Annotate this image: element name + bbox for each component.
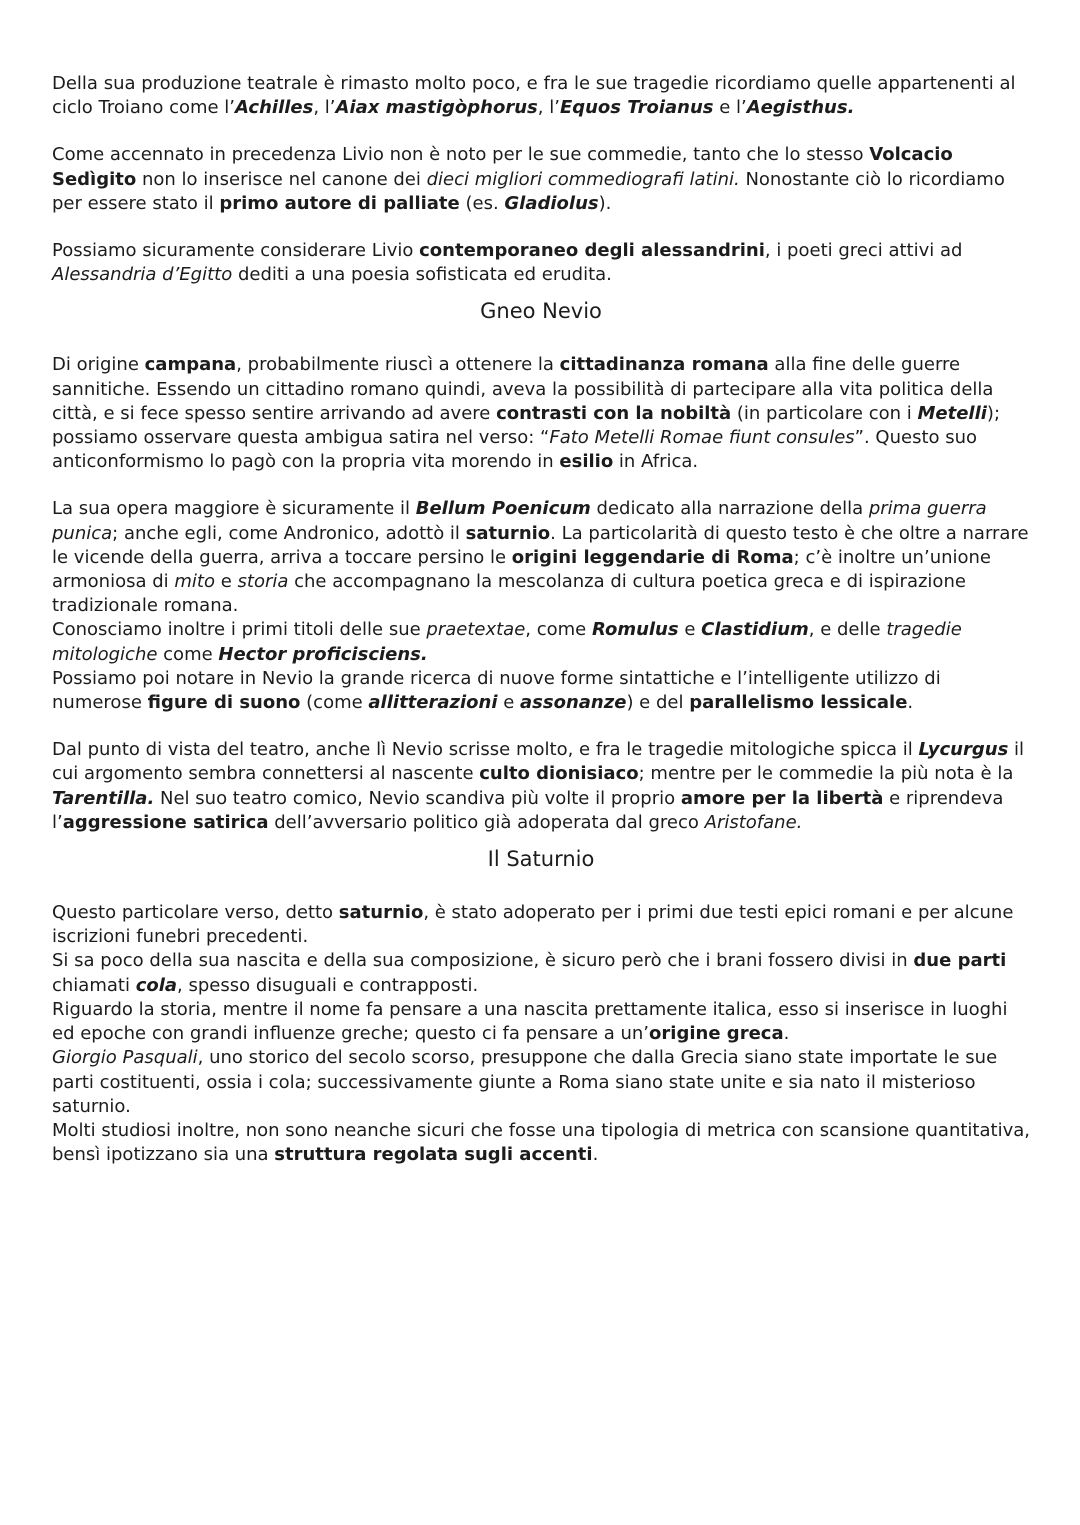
- paragraph-livio-alexandrians: [52, 239, 1030, 287]
- emphasis-text: Aristofane.: [704, 811, 803, 833]
- emphasis-text: Bellum Poenicum: [415, 498, 591, 520]
- text-run: . La particolarità di questo testo è che oltre a narrare le vicende della guerra, arriva a toccare persino le: [52, 522, 1029, 568]
- text-run: (come: [300, 692, 369, 714]
- text-run: , è stato adoperato per i primi due testi epici romani e per alcune iscrizioni funebri precedenti.: [52, 902, 1014, 948]
- text-run: e: [678, 619, 702, 641]
- emphasis-text: origine greca: [649, 1023, 784, 1045]
- text-run: Dal punto di vista del teatro, anche lì Nevio scrisse molto, e fra le tragedie mitologiche spicca il: [52, 739, 919, 761]
- text-run: La sua opera maggiore è sicuramente il: [52, 498, 416, 520]
- emphasis-text: campana: [144, 354, 237, 376]
- text-run: ”. Questo suo anticonformismo lo pagò con la propria vita morendo in: [52, 427, 978, 473]
- text-run: e: [214, 571, 238, 593]
- emphasis-text: origini leggendarie di Roma: [511, 546, 794, 568]
- emphasis-text: Achilles: [235, 97, 314, 119]
- paragraph-saturnio-accents: [52, 1119, 1030, 1167]
- text-run: , probabilmente riuscì a ottenere la: [236, 354, 560, 376]
- text-run: e: [497, 692, 521, 714]
- text-run: , l’: [313, 97, 336, 119]
- text-run: , uno storico del secolo scorso, presuppone che dalla Grecia siano state importate le sue parti costituenti, ossia i cola; successivamente giunte a Roma siano state unite e sia nato il misterioso saturnio.: [52, 1047, 998, 1117]
- text-run: il cui argomento sembra connettersi al nascente: [52, 739, 1025, 785]
- text-run: in Africa.: [613, 451, 699, 473]
- emphasis-text: amore per la libertà: [680, 787, 884, 809]
- text-run: dedicato alla narrazione della: [590, 498, 869, 520]
- text-run: Questo particolare verso, detto: [52, 902, 339, 924]
- emphasis-text: cola: [135, 974, 178, 996]
- text-run: Della sua produzione teatrale è rimasto molto poco, e fra le sue tragedie ricordiamo quelle appartenenti al ciclo Troiano come l’: [52, 73, 1016, 119]
- emphasis-text: saturnio: [338, 902, 424, 924]
- emphasis-text: Volcacio Sedìgito: [52, 144, 953, 190]
- section-title-gneo-nevio: Gneo Nevio: [480, 299, 602, 324]
- text-run: (in particolare con i: [731, 402, 918, 424]
- text-run: , e delle: [808, 619, 887, 641]
- paragraph-saturnio-composition: [52, 949, 1030, 997]
- emphasis-text: saturnio: [465, 522, 551, 544]
- paragraph-livio-comedies: [52, 143, 1030, 216]
- text-run: ) e del: [626, 692, 690, 714]
- emphasis-text: parallelismo lessicale: [689, 692, 908, 714]
- paragraph-nevio-praetextae: [52, 618, 1030, 666]
- text-run: Riguardo la storia, mentre il nome fa pensare a una nascita prettamente italica, esso si inserisce in luoghi ed epoche con grandi influenze greche; questo ci fa pensare a un’: [52, 998, 1008, 1045]
- emphasis-text: tragedie mitologiche: [52, 619, 962, 665]
- text-run: Nel suo teatro comico, Nevio scandiva più volte il proprio: [154, 787, 681, 809]
- paragraph-nevio-bellum-poenicum: [52, 497, 1030, 618]
- emphasis-text: primo autore di palliate: [219, 192, 460, 214]
- text-run: , l’: [537, 97, 560, 119]
- paragraph-livio-tragedies: [52, 72, 1030, 120]
- text-run: , i poeti greci attivi ad: [764, 240, 963, 262]
- text-run: Si sa poco della sua nascita e della sua composizione, è sicuro però che i brani fossero divisi in: [52, 950, 914, 972]
- text-run: non lo inserisce nel canone dei: [136, 168, 427, 190]
- emphasis-text: Hector proficisciens.: [218, 643, 428, 665]
- emphasis-text: praetextae: [426, 619, 526, 641]
- paragraph-saturnio-definition: [52, 901, 1030, 949]
- emphasis-text: Equos Troianus: [559, 97, 714, 119]
- emphasis-text: allitterazioni: [368, 692, 498, 714]
- section-title-il-saturnio: Il Saturnio: [487, 847, 595, 872]
- text-run: .: [907, 692, 914, 714]
- text-run: e riprendeva l’: [52, 787, 1004, 833]
- text-run: Di origine: [52, 354, 145, 376]
- emphasis-text: Aegisthus.: [746, 97, 855, 119]
- emphasis-text: storia: [237, 571, 289, 593]
- emphasis-text: Lycurgus: [918, 739, 1009, 761]
- emphasis-text: prima guerra punica: [52, 498, 987, 544]
- text-run: .: [592, 1144, 599, 1166]
- emphasis-text: Aiax mastigòphorus: [335, 97, 538, 119]
- emphasis-text: figure di suono: [147, 692, 301, 714]
- emphasis-text: esilio: [559, 451, 614, 473]
- text-run: come: [157, 643, 219, 665]
- emphasis-text: Clastidium: [701, 619, 809, 641]
- text-run: Possiamo sicuramente considerare Livio: [52, 240, 420, 262]
- text-run: , come: [525, 619, 592, 641]
- paragraph-saturnio-greek-origin: [52, 998, 1030, 1046]
- emphasis-text: Gladiolus: [504, 192, 599, 214]
- text-run: ); possiamo osservare questa ambigua satira nel verso: “: [52, 402, 1001, 449]
- emphasis-text: dieci migliori commediografi latini.: [426, 168, 740, 190]
- paragraph-saturnio-pasquali: [52, 1046, 1030, 1119]
- text-run: Conosciamo inoltre i primi titoli delle sue: [52, 619, 427, 641]
- emphasis-text: Alessandria d’Egitto: [52, 264, 233, 286]
- paragraph-nevio-origins: [52, 353, 1030, 474]
- text-run: Possiamo poi notare in Nevio la grande ricerca di nuove forme sintattiche e l’intelligente utilizzo di numerose: [52, 667, 941, 714]
- text-run: ; anche egli, come Andronico, adottò il: [112, 522, 466, 544]
- emphasis-text: cittadinanza romana: [559, 354, 769, 376]
- emphasis-text: contrasti con la nobiltà: [496, 402, 732, 424]
- paragraph-nevio-stylistic-features: [52, 667, 1030, 715]
- emphasis-text: Tarentilla.: [52, 787, 155, 809]
- emphasis-text: culto dionisiaco: [479, 763, 639, 785]
- text-run: ).: [598, 192, 612, 214]
- text-run: chiamati: [52, 974, 136, 996]
- emphasis-text: mito: [174, 571, 215, 593]
- text-run: Molti studiosi inoltre, non sono neanche sicuri che fosse una tipologia di metrica con scansione quantitativa, bensì ipotizzano sia una: [52, 1119, 1030, 1166]
- emphasis-text: Fato Metelli Romae fiunt consules: [549, 427, 855, 449]
- text-run: e l’: [713, 97, 747, 119]
- emphasis-text: assonanze: [520, 692, 627, 714]
- emphasis-text: Romulus: [591, 619, 679, 641]
- text-run: .: [783, 1023, 790, 1045]
- emphasis-text: contemporaneo degli alessandrini: [419, 240, 765, 262]
- text-run: Come accennato in precedenza Livio non è noto per le sue commedie, tanto che lo stesso: [52, 144, 870, 166]
- text-run: che accompagnano la mescolanza di cultura poetica greca e di ispirazione tradizionale romana.: [52, 571, 966, 617]
- text-run: alla fine delle guerre sannitiche. Essendo un cittadino romano quindi, aveva la possibilità di partecipare alla vita politica della città, e si fece spesso sentire arrivando ad avere: [52, 354, 994, 424]
- emphasis-text: Giorgio Pasquali: [52, 1047, 198, 1069]
- text-run: ; mentre per le commedie la più nota è la: [638, 763, 1014, 785]
- text-run: (es.: [459, 192, 505, 214]
- text-run: , spesso disuguali e contrapposti.: [177, 974, 479, 996]
- emphasis-text: aggressione satirica: [62, 811, 269, 833]
- paragraph-nevio-theatre: [52, 738, 1030, 835]
- text-run: Nonostante ciò lo ricordiamo per essere stato il: [52, 168, 1005, 214]
- emphasis-text: Metelli: [917, 402, 987, 424]
- emphasis-text: struttura regolata sugli accenti: [274, 1144, 593, 1166]
- text-run: dell’avversario politico già adoperata dal greco: [268, 811, 705, 833]
- text-run: ; c’è inoltre un’unione armoniosa di: [52, 546, 992, 593]
- text-run: dediti a una poesia sofisticata ed erudita.: [232, 264, 612, 286]
- emphasis-text: due parti: [913, 950, 1007, 972]
